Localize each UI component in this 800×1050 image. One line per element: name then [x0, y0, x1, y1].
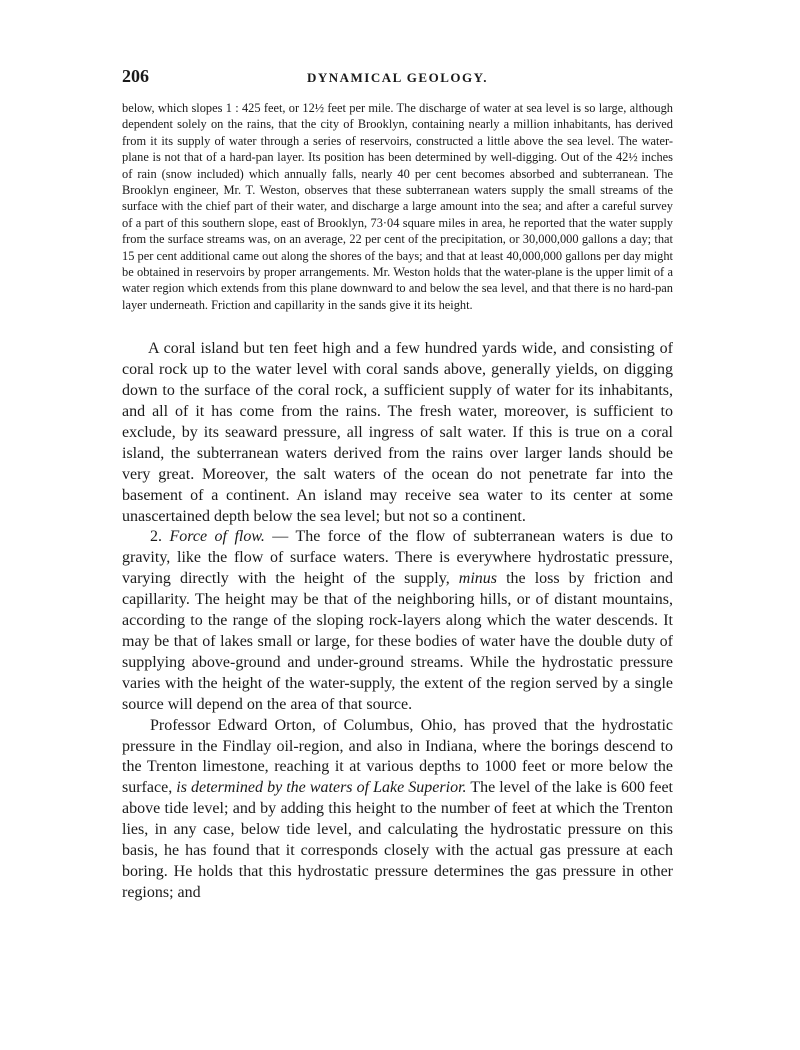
book-page — [122, 66, 673, 904]
section-number: 2. — [150, 528, 162, 546]
paragraph-text: The level of the lake is 600 feet above tide level; and by adding this height to the number of feet at which the Trenton lies, in any case, below tide level, and calculating the hydrostatic pressure on this basis, he has found that it corresponds closely with the actual gas pressure at each boring. He holds that this hydrostatic pressure determines the gas pressure in other regions; and — [122, 779, 673, 901]
paragraph-text: the loss by friction and capillarity. The height may be that of the neighboring hills, or of distant mountains, according to the range of the sloping rock-layers along which the water descends. It may be that of lakes small or large, for these bodies of water have the double duty of supplying above-ground and under-ground streams. While the hydrostatic pressure varies with the height of the water-supply, the extent of the region served by a single source will depend on the area of that source. — [122, 570, 674, 713]
italic-phrase: is determined by the waters of Lake Superior. — [176, 779, 467, 797]
paragraph-force-of-flow — [122, 527, 673, 715]
section-heading: Force of flow. — [169, 528, 265, 546]
running-head: DYNAMICAL GEOLOGY. — [306, 70, 489, 85]
small-print-paragraph: below, which slopes 1 : 425 feet, or 12½ feet per mile. The discharge of water at sea level is so large, although dependent solely on the rains, that the city of Brooklyn, containing nearly a million inhabitants, has derived from it its supply of water through a series of reservoirs, constructed a little above the sea level. The water-plane is not that of a hard-pan layer. Its position has been determined by well-digging. Out of the 42½ inches of rain (snow included) which annually falls, nearly 40 per cent becomes absorbed and subterranean. The Brooklyn engineer, Mr. T. Weston, observes that these subterranean waters supply the small streams of the surface with the chief part of their water, and discharge a large amount into the sea; and after a careful survey of a part of this southern slope, east of Brooklyn, 73·04 square miles in area, he reported that the water supply from the surface streams was, on an average, 22 per cent of the precipitation, or 30,000,000 gallons a day; that 15 per cent additional came out along the shores of the bays; and that at least 40,000,000 gallons per day might be obtained in reservoirs by proper arrangements. Mr. Weston holds that the water-plane is the upper limit of a water region which extends from this plane downward to and below the sea level, and that there is no hard-pan layer underneath. Friction and capillarity in the sands give it its height. — [122, 101, 673, 312]
paragraph-orton — [122, 716, 673, 904]
page-number: 206 — [122, 66, 149, 86]
paragraph-text: Professor Edward Orton, of Columbus, Ohio, has proved that the hydrostatic pressure in the Findlay oil-region, and also in Indiana, where the borings descend to the Trenton limestone, reaching it at various depths to 1000 feet or more below the surface, — [122, 716, 673, 797]
paragraph-coral-island: A coral island but ten feet high and a few hundred yards wide, and consisting of coral rock up to the water level with coral sands above, generally yields, on digging down to the surface of the coral rock, a sufficient supply of water for its inhabitants, and all of it has come from the rains. The fresh water, moreover, is sufficient to exclude, by its seaward pressure, all ingress of salt water. If this is true on a coral island, the subterranean waters derived from the rains over larger lands should be very great. Moreover, the salt waters of the ocean do not penetrate far into the basement of a continent. An island may receive sea water to its center at some unascertained depth below the sea level; but not so a continent. — [122, 340, 673, 525]
paragraph-text: The force of the flow of subterranean waters is due to gravity, like the flow of surface waters. There is everywhere hydrostatic pressure, varying directly with the height of the supply, — [122, 528, 674, 588]
italic-term: minus — [458, 570, 498, 588]
page-header — [122, 66, 673, 90]
main-text — [122, 339, 673, 903]
heading-dash: — — [264, 528, 296, 546]
